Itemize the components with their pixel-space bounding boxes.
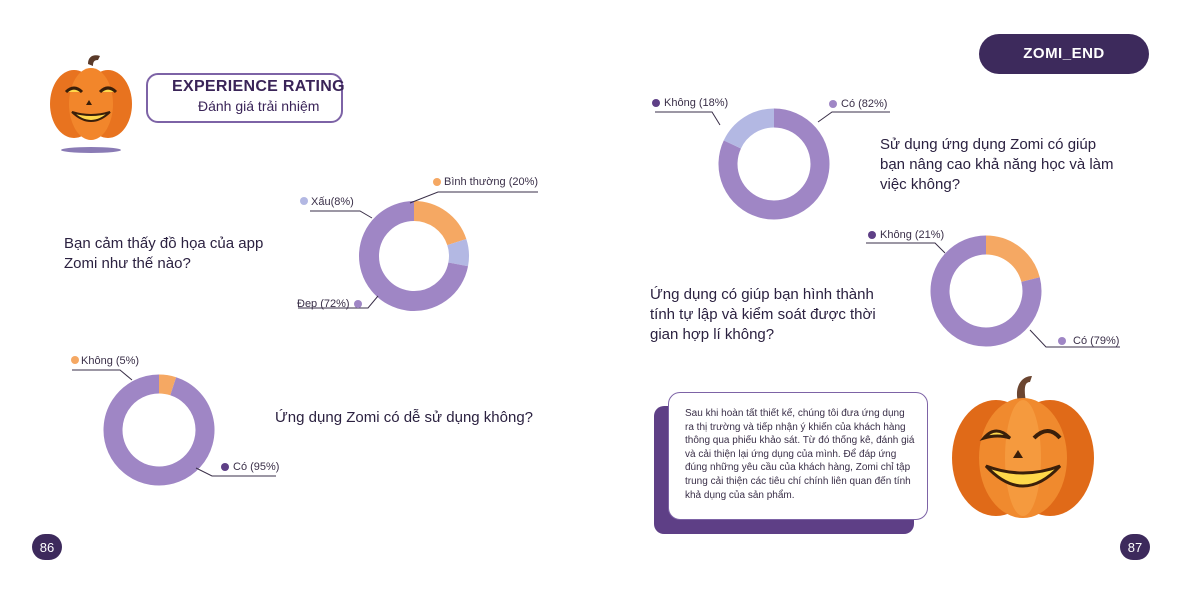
donut-slice-không	[986, 245, 1031, 280]
page-number-right: 87	[1120, 534, 1150, 560]
donut-chart-1	[369, 211, 459, 301]
label-dep: Đẹp (72%)	[297, 298, 350, 310]
page-number-left: 86	[32, 534, 62, 560]
label-xau: Xấu(8%)	[311, 196, 354, 208]
leader-line	[410, 192, 538, 203]
donut-slice-không	[732, 118, 774, 144]
leader-line	[818, 112, 890, 122]
legend-dot	[433, 178, 441, 186]
label-co-79: Có (79%)	[1073, 335, 1120, 347]
label-co-95: Có (95%)	[233, 461, 280, 473]
donut-chart-3	[728, 118, 820, 210]
leader-line	[72, 370, 132, 380]
question-1: Bạn cảm thấy đồ họa của app Zomi như thế nào?	[64, 235, 264, 272]
legend-dot	[1058, 337, 1066, 345]
label-co-82: Có (82%)	[841, 98, 888, 110]
section-tag: ZOMI_END	[979, 34, 1149, 74]
donut-slice-bình-thường	[414, 211, 457, 242]
question-4: Ứng dụng có giúp bạn hình thành tính tự lập và kiểm soát được thời gian hợp lí không?	[650, 286, 876, 343]
label-khong-21: Không (21%)	[880, 229, 945, 241]
leader-line	[866, 243, 945, 253]
legend-dot	[71, 356, 79, 364]
page-subtitle: Đánh giá trải nhiệm	[198, 98, 320, 114]
legend-dot	[221, 463, 229, 471]
legend-dot	[829, 100, 837, 108]
label-binh-thuong: Bình thường (20%)	[444, 176, 539, 188]
legend-dot	[300, 197, 308, 205]
label-khong-18: Không (18%)	[664, 97, 729, 109]
summary-note: Sau khi hoàn tất thiết kế, chúng tôi đưa ứng dụng ra thị trường và tiếp nhận ý khiến của khách hàng thông qua phiếu khảo sát. Từ đó thống kê, đánh giá và cải thiện lại ứng dụng của mình. Để đáp ứng đúng những yêu cầu của khách hàng, Zomi chỉ tập trung cải thiện các tiêu chí chính liên quan đến tính khả dụng của sản phẩm.	[668, 392, 928, 520]
donut-chart-2	[113, 384, 205, 476]
donut-chart-4	[940, 245, 1032, 337]
donut-slice-xấu	[457, 242, 459, 264]
label-khong-5: Không (5%)	[81, 355, 140, 367]
legend-dot	[652, 99, 660, 107]
legend-dot	[354, 300, 362, 308]
question-3: Sử dụng ứng dụng Zomi có giúp bạn nâng cao khả năng học và làm việc không?	[880, 136, 1114, 193]
question-2: Ứng dụng Zomi có dễ sử dụng không?	[275, 409, 534, 426]
pumpkin-icon	[948, 372, 1098, 522]
donut-slice-không	[159, 384, 173, 386]
donut-slice-có	[113, 384, 205, 476]
page-title: EXPERIENCE RATING	[172, 78, 345, 95]
legend-dot	[868, 231, 876, 239]
leader-line	[655, 112, 720, 125]
leader-line	[310, 211, 372, 218]
